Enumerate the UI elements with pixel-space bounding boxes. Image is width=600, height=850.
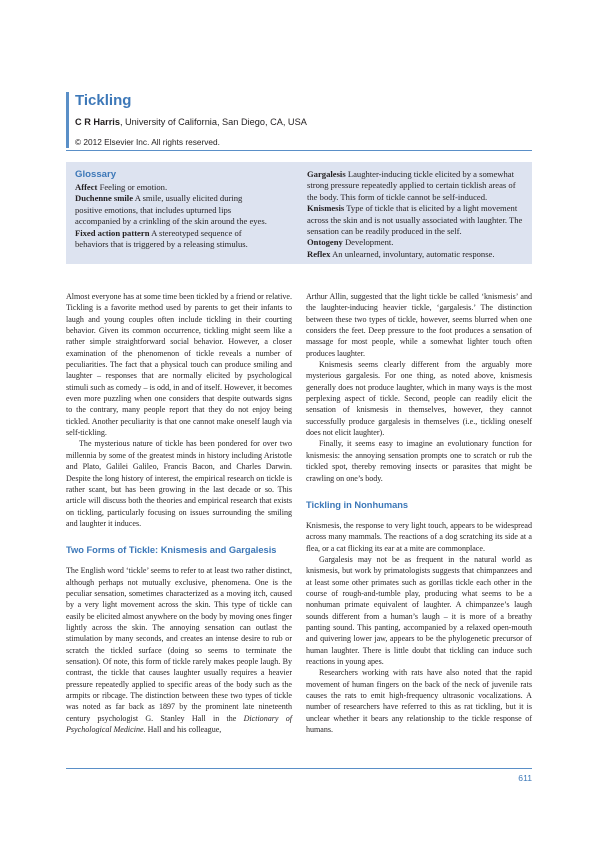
glossary-definition: Laughter-inducing tickle elicited by a somewhat strong pressure repeatedly applied to certain ticklish areas of the body. This form of tickle cannot be self-induced. bbox=[307, 169, 516, 202]
glossary-entry bbox=[307, 169, 527, 203]
glossary-term: Ontogeny bbox=[307, 237, 343, 248]
body-paragraph: Researchers working with rats have also noted that the rapid movement of human fingers on the back of the neck of juvenile rats causes the rats to emit high-frequency ultrasonic vocalizations. A number of researchers have referred to this as rat tickling, but it is unclear whether it bears any relationship to the tickle response of humans. bbox=[306, 668, 532, 735]
section-heading-nonhumans: Tickling in Nonhumans bbox=[306, 499, 409, 510]
glossary-entry bbox=[75, 228, 267, 251]
glossary-box bbox=[66, 162, 532, 264]
article-title: Tickling bbox=[75, 92, 132, 109]
glossary-entry bbox=[307, 203, 527, 237]
glossary-definition: Feeling or emotion. bbox=[99, 182, 168, 192]
glossary-definition: Development. bbox=[344, 237, 394, 248]
glossary-definition: A smile, usually elicited during positive emotions, that includes upturned lips accompanied by a crinkling of the skin around the eyes. bbox=[75, 193, 267, 227]
body-right-column bbox=[306, 291, 532, 735]
glossary-term: Reflex bbox=[307, 248, 331, 259]
glossary-entry bbox=[307, 249, 527, 260]
article-header bbox=[66, 92, 545, 148]
glossary-left-column bbox=[75, 169, 267, 250]
body-text: The English word ‘tickle’ seems to refer to at least two rather distinct, although perhaps not mutually exclusive, phenomena. One is the peculiar sensation, sometimes characterized as a moving itch, caused by a very light movement across the skin. This type of tickle can easily be elicited almost anywhere on the body by moving ones finger lightly across the skin. The annoying sensation can outlast the stimulation by many seconds, and creates an intense desire to rub or scratch the tickled surface (doing so seems to terminate the sensation). Of note, this form of tickle rarely makes people laugh. By contrast, the tickle that causes laughter usually requires a heavier pressure repeatedly applied to specific areas of the body such as the armpits or ribcage. The distinction between these two types of tickle was noted as far back as 1897 by the prominent late nineteenth century psychologist G. Stanley Hall in the bbox=[66, 566, 292, 723]
glossary-right-column bbox=[307, 169, 527, 260]
body-paragraph: Gargalesis may not be as frequent in the natural world as knismesis, but work by primatologists suggests that chimpanzees and at least some other primates such as gorillas tickle each other in the course of rough-and-tumble play, producing what seems to be a nonhuman primate equivalent of laughter. A chimpanzee’s laugh sounds different from a human’s laugh – it is more of a breathy panting sound. This panting, accompanied by a relaxed open-mouth and quivering lower jaw, appears to be the phylogenetic precursor of human laughter. There is little doubt that tickling can induce such reactions in young apes. bbox=[306, 554, 532, 666]
author-line bbox=[75, 116, 545, 128]
glossary-definition: An unlearned, involuntary, automatic response. bbox=[332, 248, 495, 259]
footer-rule bbox=[66, 768, 532, 769]
italic-title: Dictionary of Psychological Medicine bbox=[66, 713, 292, 735]
glossary-term: Duchenne smile bbox=[75, 193, 134, 204]
glossary-term: Affect bbox=[75, 182, 98, 192]
glossary-heading: Glossary bbox=[75, 169, 117, 180]
body-paragraph: Knismesis, the response to very light touch, appears to be widespread across many mammals. The reactions of a dog scratching its side at a flea, or a cat flicking its ear at a mite are commonplace. bbox=[306, 520, 532, 553]
body-text: . Hall and his colleague, bbox=[143, 725, 222, 735]
glossary-definition: Type of tickle that is elicited by a light movement across the skin and is not usually associated with laughter. The sensation can be readily produced in the self. bbox=[307, 203, 523, 237]
glossary-term: Fixed action pattern bbox=[75, 227, 150, 238]
author-affiliation: , University of California, San Diego, CA, USA bbox=[119, 117, 307, 127]
body-left-column bbox=[66, 291, 292, 735]
page-number: 611 bbox=[518, 773, 532, 783]
glossary-entry bbox=[75, 182, 267, 193]
body-paragraph bbox=[66, 565, 292, 735]
glossary-entry bbox=[307, 237, 527, 248]
section-heading-forms-of-tickle: Two Forms of Tickle: Knismesis and Gargalesis bbox=[66, 545, 277, 556]
body-paragraph: Arthur Allin, suggested that the light tickle be called ‘knismesis’ and the laughter-inducing heavier tickle, ‘gargalesis.’ The distinction between these two types of tickle, however, seems blurred when one considers the feet. Deep pressure to the foot produces a sensation of massage for most people, while a somewhat lighter touch often produces laughter. bbox=[306, 292, 532, 358]
body-paragraph: Almost everyone has at some time been tickled by a friend or relative. Tickling is a favorite method used by parents to get their infants to laugh and young couples often include tickling in their courting behavior. Given its common occurrence, tickling might seem like a rather simple straightforward social behavior. However, a closer examination of the phenomenon of tickle reveals a number of peculiarities. The fact that a physical touch can produce smiling and laughter – responses that are normally elicited by psychological stimuli such as comedy – is odd, in and of itself. However, it becomes even more puzzling when one considers that despite outwards signs to the contrary, many people report that they do not enjoy being tickled. Another peculiarity is that one cannot make oneself laugh via self-tickling. bbox=[66, 292, 292, 438]
copyright-notice: © 2012 Elsevier Inc. All rights reserved. bbox=[75, 137, 220, 147]
glossary-entry bbox=[75, 193, 267, 227]
body-paragraph: Finally, it seems easy to imagine an evolutionary function for knismesis: the annoying sensation prompts one to scratch or rub the tickled spot, thereby removing insects or parasites that might be crawling on one’s body. bbox=[306, 439, 532, 483]
glossary-term: Knismesis bbox=[307, 203, 345, 214]
glossary-term: Gargalesis bbox=[307, 169, 346, 179]
glossary-definition: A stereotyped sequence of behaviors that is triggered by a releasing stimulus. bbox=[75, 227, 248, 250]
body-paragraph: The mysterious nature of tickle has been pondered for over two millennia by some of the greatest minds in history including Aristotle and Plato, Galilei Galileo, Francis Bacon, and Charles Darwin. Despite the long history of interest, the empirical research on tickle is rather scant, but has been growing in the last decade or so. This article will discuss both the theories and empirical research that exists on tickling, particularly focusing on issues surrounding the smiling and laughter it induces. bbox=[66, 439, 292, 528]
header-rule bbox=[66, 150, 532, 151]
author-name: C R Harris bbox=[75, 117, 120, 127]
body-paragraph: Knismesis seems clearly different from the arguably more mysterious gargalesis. For one thing, as noted above, knismesis generally does not produce laughter, which in many ways is the most perplexing aspect of tickle. Second, people can readily elicit the sensation of knismesis in themselves, however, they cannot successfully produce gargalesis in themselves (i.e., tickling oneself does not elicit laughter). bbox=[306, 360, 532, 438]
